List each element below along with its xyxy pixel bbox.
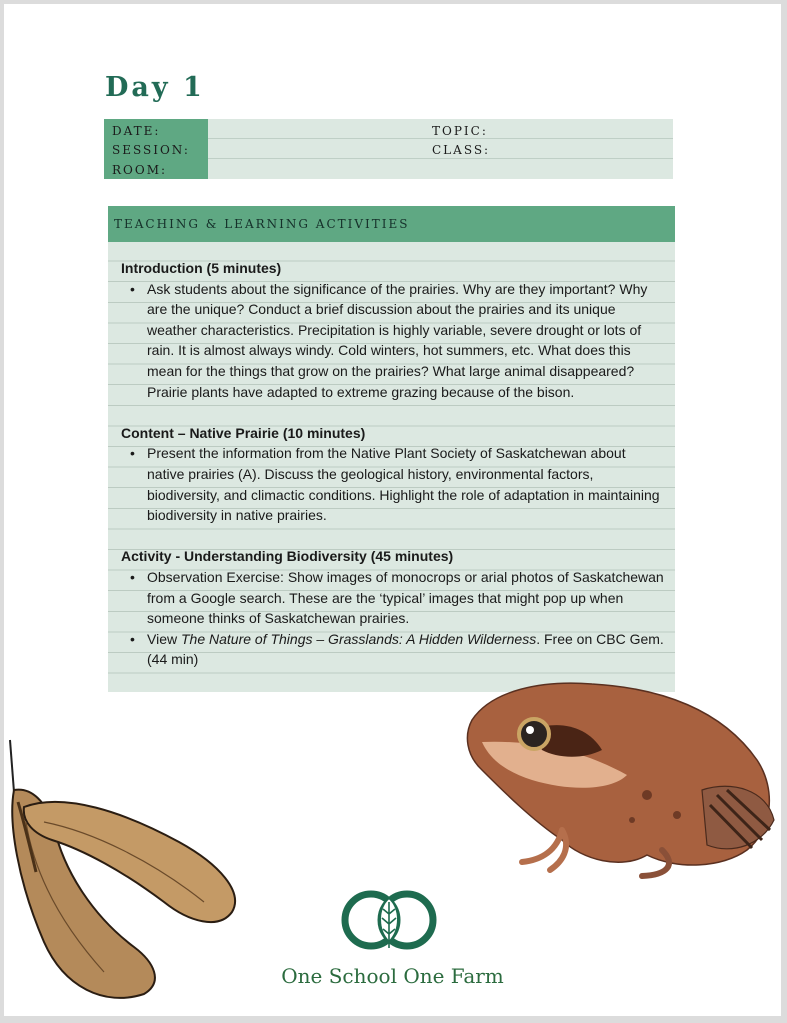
session-info-table	[104, 119, 673, 179]
frog-illustration	[462, 680, 780, 880]
date-label: DATE:	[112, 124, 161, 138]
video-title: The Nature of Things – Grasslands: A Hidden Wilderness	[180, 630, 537, 647]
list-item: • Ask students about the significance of the prairies. Why are they important? Why are the unique? Conduct a brief discussion about the prairies and its unique weather characteristics. Precipitation is highly variable, severe drought or lots of rain. It is almost always windy. Cold winters, hot summers, etc. What does this mean for the things that grow on the prairies? What large animal disappeared? Prairie plants have adapted to extreme grazing because of the bison.	[147, 279, 666, 403]
introduction-list	[121, 279, 666, 403]
topic-label: TOPIC:	[432, 124, 488, 138]
activities-box	[108, 206, 675, 692]
activities-content	[121, 258, 666, 670]
room-label: ROOM:	[112, 163, 168, 177]
activities-header	[108, 206, 675, 242]
list-item: • Observation Exercise: Show images of monocrops or arial photos of Saskatchewan from a Google search. These are the ‘typical’ images that might pop up when someone thinks of Saskatchewan prairies.	[147, 567, 666, 629]
section-title-content: Content – Native Prairie (10 minutes)	[121, 424, 366, 441]
list-item: • View The Nature of Things – Grasslands: A Hidden Wilderness. Free on CBC Gem. (44 min)	[147, 629, 666, 670]
farm-logo-icon	[341, 882, 437, 958]
activities-heading: TEACHING & LEARNING ACTIVITIES	[114, 217, 410, 231]
content-list	[121, 443, 666, 525]
class-label: CLASS:	[432, 143, 491, 157]
page-title: Day 1	[105, 72, 205, 103]
list-item: • Present the information from the Native Plant Society of Saskatchewan about native prairies (A). Discuss the geological history, environmental factors, biodiversity, and climactic conditions. Highlight the role of adaptation in maintaining biodiversity in native prairies.	[147, 443, 666, 525]
document-page	[4, 4, 781, 1016]
logo-text: One School One Farm	[281, 964, 504, 988]
activity-list	[121, 567, 666, 670]
section-title-introduction: Introduction (5 minutes)	[121, 260, 282, 276]
section-title-activity: Activity - Understanding Biodiversity (45 minutes)	[121, 548, 454, 565]
session-label: SESSION:	[112, 143, 190, 157]
